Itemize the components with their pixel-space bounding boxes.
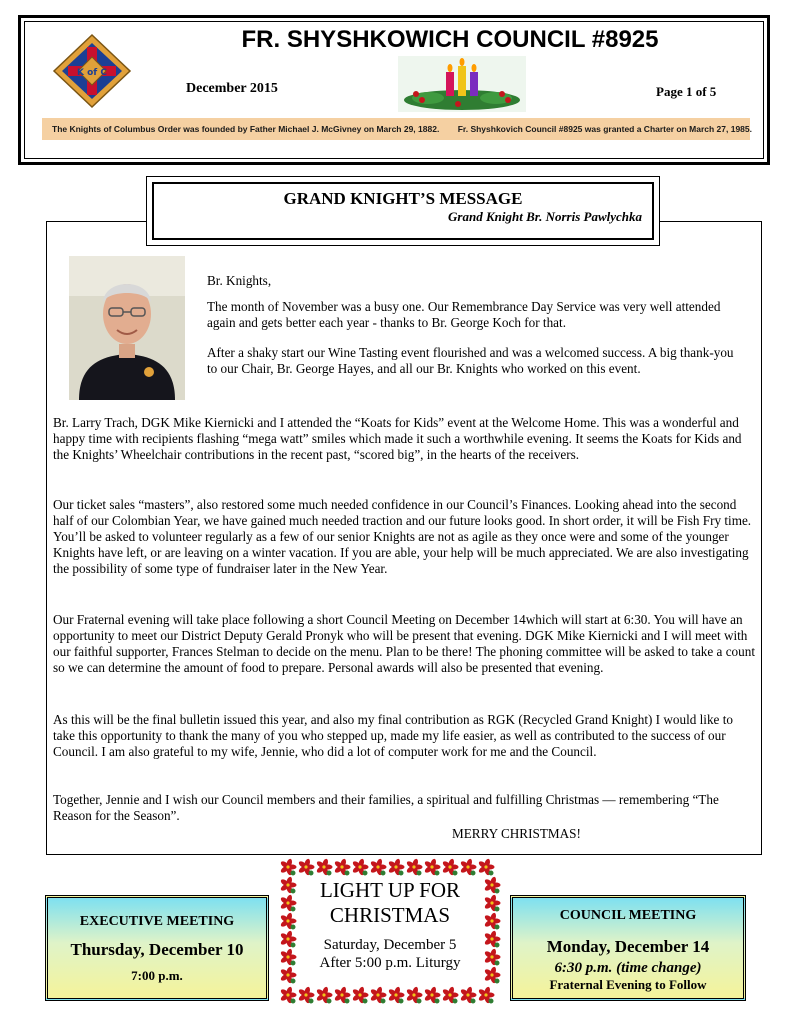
- issue-date: December 2015: [186, 81, 278, 96]
- poinsettia-flower: [370, 858, 387, 876]
- light-up-time: After 5:00 p.m. Liturgy: [319, 955, 461, 971]
- poinsettia-flower: [352, 858, 369, 876]
- poinsettia-flower: [280, 894, 297, 912]
- council-meeting-time: 6:30 p.m. (time change): [554, 960, 702, 976]
- poinsettia-flower: [352, 986, 369, 1004]
- poinsettia-flower: [280, 912, 297, 930]
- advent-candles-icon: [398, 56, 526, 112]
- executive-meeting-date: Thursday, December 10: [70, 940, 244, 959]
- message-paragraph: As this will be the final bulletin issued this year, and also my final contribution as RGK (Recycled Grand Knight) I would like to take this opportunity to thank the many of you who stepped up, made my life easier, as well as contributed to the success of our Council. I am also grateful to my wife, Jennie, who did a lot of computer work for me and the Council.: [53, 712, 733, 759]
- poinsettia-flower: [370, 986, 387, 1004]
- poinsettia-flower: [484, 966, 501, 984]
- poinsettia-flower: [280, 858, 297, 876]
- poinsettia-flower: [478, 858, 495, 876]
- message-title: GRAND KNIGHT’S MESSAGE: [283, 189, 523, 208]
- page-indicator: Page 1 of 5: [656, 84, 717, 99]
- poinsettia-flower: [460, 986, 477, 1004]
- poinsettia-flower: [298, 986, 315, 1004]
- message-author: Grand Knight Br. Norris Pawlychka: [448, 209, 642, 224]
- poinsettia-flower: [388, 986, 405, 1004]
- council-title: FR. SHYSHKOWICH COUNCIL #8925: [241, 26, 659, 53]
- poinsettia-flower: [424, 986, 441, 1004]
- message-paragraph: Our Fraternal evening will take place following a short Council Meeting on December 14which will start at 6:30. You will have an opportunity to meet our District Deputy Gerald Pronyk who will be present that evening. DGK Mike Kiernicki and I will meet with our faithful supporter, Frances Stelman to decide on the menu. Plan to be there! The phoning committee will be asked to take a count so we can determine the amount of food to prepare. Personal awards will also be presented that evening.: [53, 612, 756, 675]
- poinsettia-flower: [280, 966, 297, 984]
- closing-greeting: MERRY CHRISTMAS!: [452, 826, 581, 841]
- poinsettia-flower: [442, 986, 459, 1004]
- poinsettia-flower: [442, 858, 459, 876]
- charter-note: Fr. Shyshkovich Council #8925 was granted a Charter on March 27, 1985.: [457, 124, 752, 134]
- grand-knight-photo: [69, 256, 185, 400]
- founding-note: The Knights of Columbus Order was founded by Father Michael J. McGivney on March 29, 1882.: [52, 124, 440, 134]
- poinsettia-flower: [484, 894, 501, 912]
- poinsettia-flower: [484, 876, 501, 894]
- poinsettia-flower: [280, 948, 297, 966]
- poinsettia-flower: [334, 986, 351, 1004]
- poinsettia-flower: [460, 858, 477, 876]
- poinsettia-flower: [406, 858, 423, 876]
- poinsettia-flower: [280, 876, 297, 894]
- poinsettia-flower: [406, 986, 423, 1004]
- poinsettia-flower: [388, 858, 405, 876]
- poinsettia-flower: [478, 986, 495, 1004]
- poinsettia-flower: [280, 930, 297, 948]
- message-paragraph: Together, Jennie and I wish our Council members and their families, a spiritual and fulfilling Christmas — remembering “The Reason for the Season”.: [53, 792, 719, 823]
- poinsettia-flower: [424, 858, 441, 876]
- poinsettia-flower: [484, 930, 501, 948]
- poinsettia-flower: [484, 912, 501, 930]
- council-meeting-date: Monday, December 14: [546, 937, 710, 956]
- poinsettia-flower: [316, 858, 333, 876]
- poinsettia-flower: [316, 986, 333, 1004]
- greeting: Br. Knights,: [207, 273, 272, 288]
- poinsettia-flower: [298, 858, 315, 876]
- message-paragraph: After a shaky start our Wine Tasting event flourished and was a welcomed success. A big thank-you to our Chair, Br. George Hayes, and all our Br. Knights who worked on this event.: [207, 345, 734, 376]
- kofc-emblem-icon: [52, 33, 132, 109]
- emblem-letters: K of C: [77, 68, 107, 78]
- poinsettia-flower: [334, 858, 351, 876]
- light-up-title: LIGHT UP FOR CHRISTMAS: [319, 878, 461, 927]
- message-paragraph: Our ticket sales “masters”, also restored some much needed confidence in our Council’s Finances. Looking ahead into the second half of our Colombian Year, we have gained much needed traction and our future looks good. In short order, it will be Fish Fry time. You’ll be asked to volunteer regularly as a few of our senior Knights are not as agile as they once were and some of the younger Knights have left, or are leaving on a winter vacation. If you are able, your help will be much appreciated. We are also investigating the possibility of some type of fundraiser later in the New Year.: [53, 497, 752, 576]
- poinsettia-flower: [280, 986, 297, 1004]
- executive-meeting-time: 7:00 p.m.: [131, 968, 183, 983]
- executive-meeting-title: EXECUTIVE MEETING: [79, 914, 235, 929]
- light-up-date: Saturday, December 5: [323, 937, 457, 953]
- message-paragraph: The month of November was a busy one. Our Remembrance Day Service was very well attended again and gets better each year - thanks to Br. George Koch for that.: [207, 299, 721, 330]
- council-meeting-title: COUNCIL MEETING: [559, 908, 697, 923]
- history-banner: [42, 118, 750, 140]
- poinsettia-flower: [484, 948, 501, 966]
- message-paragraph: Br. Larry Trach, DGK Mike Kiernicki and I attended the “Koats for Kids” event at the Welcome Home. This was a wonderful and happy time with recipients flashing “mega watt” smiles which made it such a worthwhile evening. It seems the Koats for Kids and the Knights’ Wheelchair contributions in the recent past, “scored big”, in the hearts of the receivers.: [53, 415, 742, 462]
- council-meeting-note: Fraternal Evening to Follow: [549, 977, 707, 992]
